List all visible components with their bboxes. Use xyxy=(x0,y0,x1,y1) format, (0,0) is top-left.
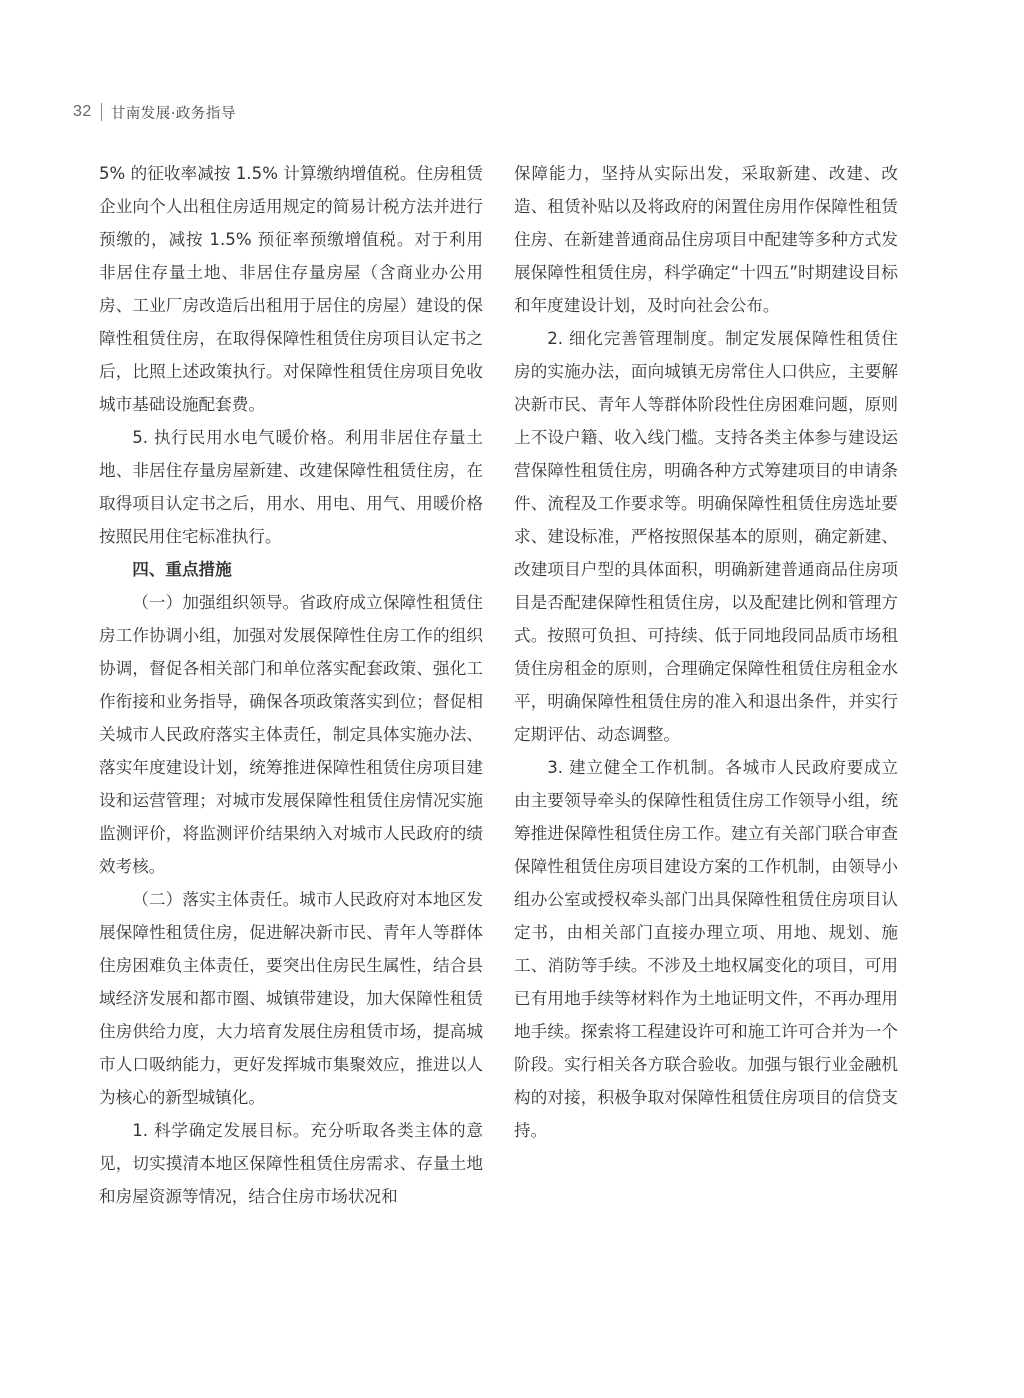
section-heading: 四、重点措施 xyxy=(132,560,232,579)
left-column xyxy=(99,157,483,1213)
publication-title: 甘南发展·政务指导 xyxy=(110,105,236,122)
paragraph: 5. 执行民用水电气暖价格。利用非居住存量土地、非居住存量房屋新建、改建保障性租赁住房，在取得项目认定书之后，用水、用电、用气、用暖价格按照民用住宅标准执行。 xyxy=(99,428,483,546)
paragraph: 1. 科学确定发展目标。充分听取各类主体的意见，切实摸清本地区保障性租赁住房需求、存量土地和房屋资源等情况，结合住房市场状况和 xyxy=(99,1121,483,1206)
page-number: 32 xyxy=(73,103,92,120)
paragraph: 2. 细化完善管理制度。制定发展保障性租赁住房的实施办法，面向城镇无房常住人口供应，主要解决新市民、青年人等群体阶段性住房困难问题，原则上不设户籍、收入线门槛。支持各类主体参与建设运营保障性租赁住房，明确各种方式筹建项目的申请条件、流程及工作要求等。明确保障性租赁住房选址要求、建设标准，严格按照保基本的原则，确定新建、改建项目户型的具体面积，明确新建普通商品住房项目是否配建保障性租赁住房，以及配建比例和管理方式。按照可负担、可持续、低于同地段同品质市场租赁住房租金的原则，合理确定保障性租赁住房租金水平，明确保障性租赁住房的准入和退出条件，并实行定期评估、动态调整。 xyxy=(514,329,898,744)
paragraph: （二）落实主体责任。城市人民政府对本地区发展保障性租赁住房，促进解决新市民、青年人等群体住房困难负主体责任，要突出住房民生属性，结合县域经济发展和都市圈、城镇带建设，加大保障性租赁住房供给力度，大力培育发展住房租赁市场，提高城市人口吸纳能力，更好发挥城市集聚效应，推进以人为核心的新型城镇化。 xyxy=(99,890,483,1107)
paragraph: 5% 的征收率减按 1.5% 计算缴纳增值税。住房租赁企业向个人出租住房适用规定的简易计税方法并进行预缴的，减按 1.5% 预征率预缴增值税。对于利用非居住存量土地、非居住存量房屋（含商业办公用房、工业厂房改造后出租用于居住的房屋）建设的保障性租赁住房，在取得保障性租赁住房项目认定书之后，比照上述政策执行。对保障性租赁住房项目免收城市基础设施配套费。 xyxy=(99,164,483,414)
paragraph: （一）加强组织领导。省政府成立保障性租赁住房工作协调小组，加强对发展保障性住房工作的组织协调，督促各相关部门和单位落实配套政策、强化工作衔接和业务指导，确保各项政策落实到位；督促相关城市人民政府落实主体责任，制定具体实施办法、落实年度建设计划，统筹推进保障性租赁住房项目建设和运营管理；对城市发展保障性租赁住房情况实施监测评价，将监测评价结果纳入对城市人民政府的绩效考核。 xyxy=(99,593,483,876)
paragraph: 3. 建立健全工作机制。各城市人民政府要成立由主要领导牵头的保障性租赁住房工作领导小组，统筹推进保障性租赁住房工作。建立有关部门联合审查保障性租赁住房项目建设方案的工作机制，由领导小组办公室或授权牵头部门出具保障性租赁住房项目认定书，由相关部门直接办理立项、用地、规划、施工、消防等手续。不涉及土地权属变化的项目，可用已有用地手续等材料作为土地证明文件，不再办理用地手续。探索将工程建设许可和施工许可合并为一个阶段。实行相关各方联合验收。加强与银行业金融机构的对接，积极争取对保障性租赁住房项目的信贷支持。 xyxy=(514,758,898,1140)
header-divider xyxy=(101,103,102,121)
right-column xyxy=(514,157,898,1147)
paragraph: 保障能力，坚持从实际出发，采取新建、改建、改造、租赁补贴以及将政府的闲置住房用作保障性租赁住房、在新建普通商品住房项目中配建等多种方式发展保障性租赁住房，科学确定“十四五”时期建设目标和年度建设计划，及时向社会公布。 xyxy=(514,164,898,315)
page-header xyxy=(73,100,236,124)
